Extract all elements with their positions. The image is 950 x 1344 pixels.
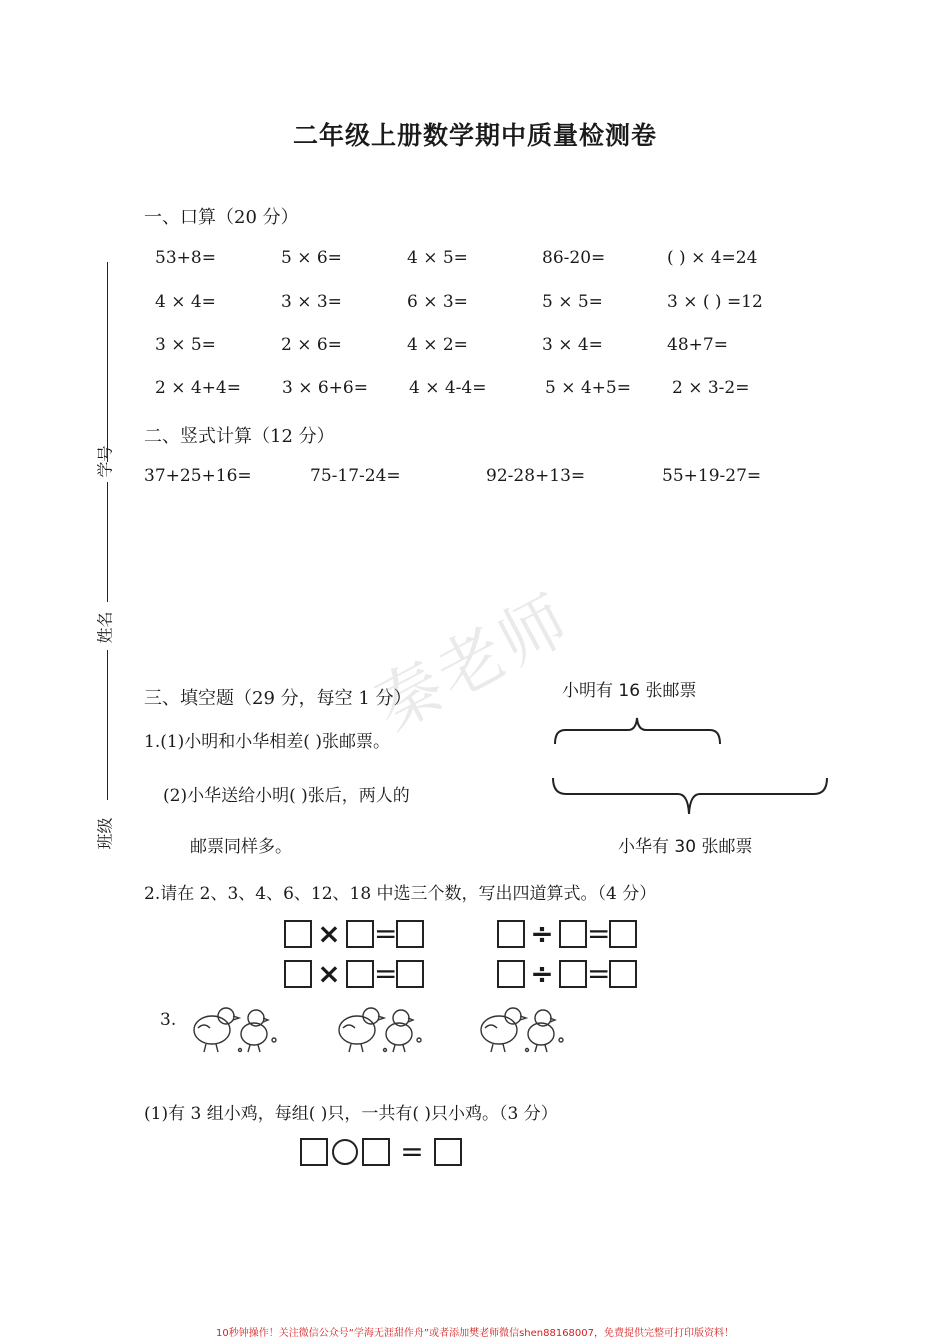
oral-calc-item: 4 × 2= (407, 335, 468, 355)
page-title: 二年级上册数学期中质量检测卷 (292, 121, 657, 150)
oral-calc-item: 2 × 3-2= (672, 378, 750, 398)
question-3-label: 3. (160, 1010, 177, 1030)
answer-box[interactable] (284, 920, 312, 948)
vertical-calc-item: 75-17-24= (310, 466, 401, 486)
answer-box[interactable] (362, 1138, 390, 1166)
question-1-1: 1.(1)小明和小华相差( )张邮票。 (144, 732, 390, 752)
oral-calc-item: 5 × 6= (281, 248, 342, 268)
equation-row-q3 (300, 1135, 462, 1168)
oral-calc-item: 86-20= (542, 248, 606, 268)
oral-calc-item: 3 × 5= (155, 335, 216, 355)
equals-icon: = (587, 917, 611, 950)
oral-calc-item: 53+8= (155, 248, 216, 268)
oral-calc-item: 4 × 5= (407, 248, 468, 268)
times-icon: × (317, 957, 341, 990)
question-2: 2.请在 2、3、4、6、12、18 中选三个数，写出四道算式。（4 分） (144, 884, 657, 904)
binding-line-top (107, 262, 108, 462)
answer-box[interactable] (609, 960, 637, 988)
oral-calc-item: 48+7= (667, 335, 728, 355)
equation-row-divide-1 (497, 917, 637, 950)
vertical-calc-item: 37+25+16= (144, 466, 252, 486)
chick-group-icon (188, 1000, 280, 1060)
oral-calc-item: 4 × 4= (155, 292, 216, 312)
brace-bottom-icon (548, 774, 832, 822)
section1-heading: 一、口算（20 分） (144, 207, 299, 228)
vertical-calc-item: 92-28+13= (486, 466, 586, 486)
equals-icon: = (400, 1135, 424, 1168)
answer-box[interactable] (396, 960, 424, 988)
brace-top-label: 小明有 16 张邮票 (562, 681, 697, 701)
oral-calc-item: 3 × 3= (281, 292, 342, 312)
equals-icon: = (374, 957, 398, 990)
question-1-2-line1: (2)小华送给小明( )张后，两人的 (163, 786, 410, 806)
answer-box[interactable] (346, 960, 374, 988)
times-icon: × (317, 917, 341, 950)
chick-group-icon (333, 1000, 425, 1060)
oral-calc-item: ( ) × 4=24 (667, 248, 758, 268)
oral-calc-item: 3 × ( ) =12 (667, 292, 763, 312)
section3-heading: 三、填空题（29 分，每空 1 分） (144, 688, 412, 709)
class-label: 班级 (95, 817, 115, 850)
answer-box[interactable] (396, 920, 424, 948)
answer-box[interactable] (300, 1138, 328, 1166)
divide-icon: ÷ (530, 917, 554, 950)
question-1-2-line2: 邮票同样多。 (190, 837, 292, 857)
equation-row-times-2 (284, 957, 424, 990)
oral-calc-item: 2 × 4+4= (155, 378, 241, 398)
student-number-label: 学号 (95, 445, 115, 478)
oral-calc-item: 3 × 6+6= (282, 378, 368, 398)
answer-box[interactable] (497, 920, 525, 948)
answer-box[interactable] (609, 920, 637, 948)
question-3-1: (1)有 3 组小鸡，每组( )只，一共有( )只小鸡。（3 分） (144, 1104, 558, 1124)
answer-box[interactable] (559, 960, 587, 988)
binding-line-middle (107, 482, 108, 602)
answer-box[interactable] (434, 1138, 462, 1166)
oral-calc-item: 4 × 4-4= (409, 378, 487, 398)
equals-icon: = (374, 917, 398, 950)
answer-box[interactable] (284, 960, 312, 988)
vertical-calc-item: 55+19-27= (662, 466, 762, 486)
oral-calc-item: 3 × 4= (542, 335, 603, 355)
equation-row-times-1 (284, 917, 424, 950)
answer-box[interactable] (346, 920, 374, 948)
oral-calc-item: 6 × 3= (407, 292, 468, 312)
brace-bottom-label: 小华有 30 张邮票 (618, 837, 753, 857)
oral-calc-item: 5 × 4+5= (545, 378, 631, 398)
chick-group-icon (475, 1000, 567, 1060)
answer-box[interactable] (559, 920, 587, 948)
oral-calc-item: 5 × 5= (542, 292, 603, 312)
oral-calc-item: 2 × 6= (281, 335, 342, 355)
binding-line-lower (107, 650, 108, 800)
brace-top-icon (550, 712, 725, 748)
answer-box[interactable] (497, 960, 525, 988)
name-label: 姓名 (95, 611, 115, 644)
equation-row-divide-2 (497, 957, 637, 990)
watermark: 秦老师 (362, 579, 584, 747)
equals-icon: = (587, 957, 611, 990)
operator-circle[interactable] (332, 1139, 358, 1165)
footer-notice: 10秒钟操作！关注微信公众号“学海无涯甜作舟”或者添加樊老师微信shen88168007，免费提供完整可打印版资料！ (215, 1328, 735, 1339)
divide-icon: ÷ (530, 957, 554, 990)
section2-heading: 二、竖式计算（12 分） (144, 426, 335, 447)
